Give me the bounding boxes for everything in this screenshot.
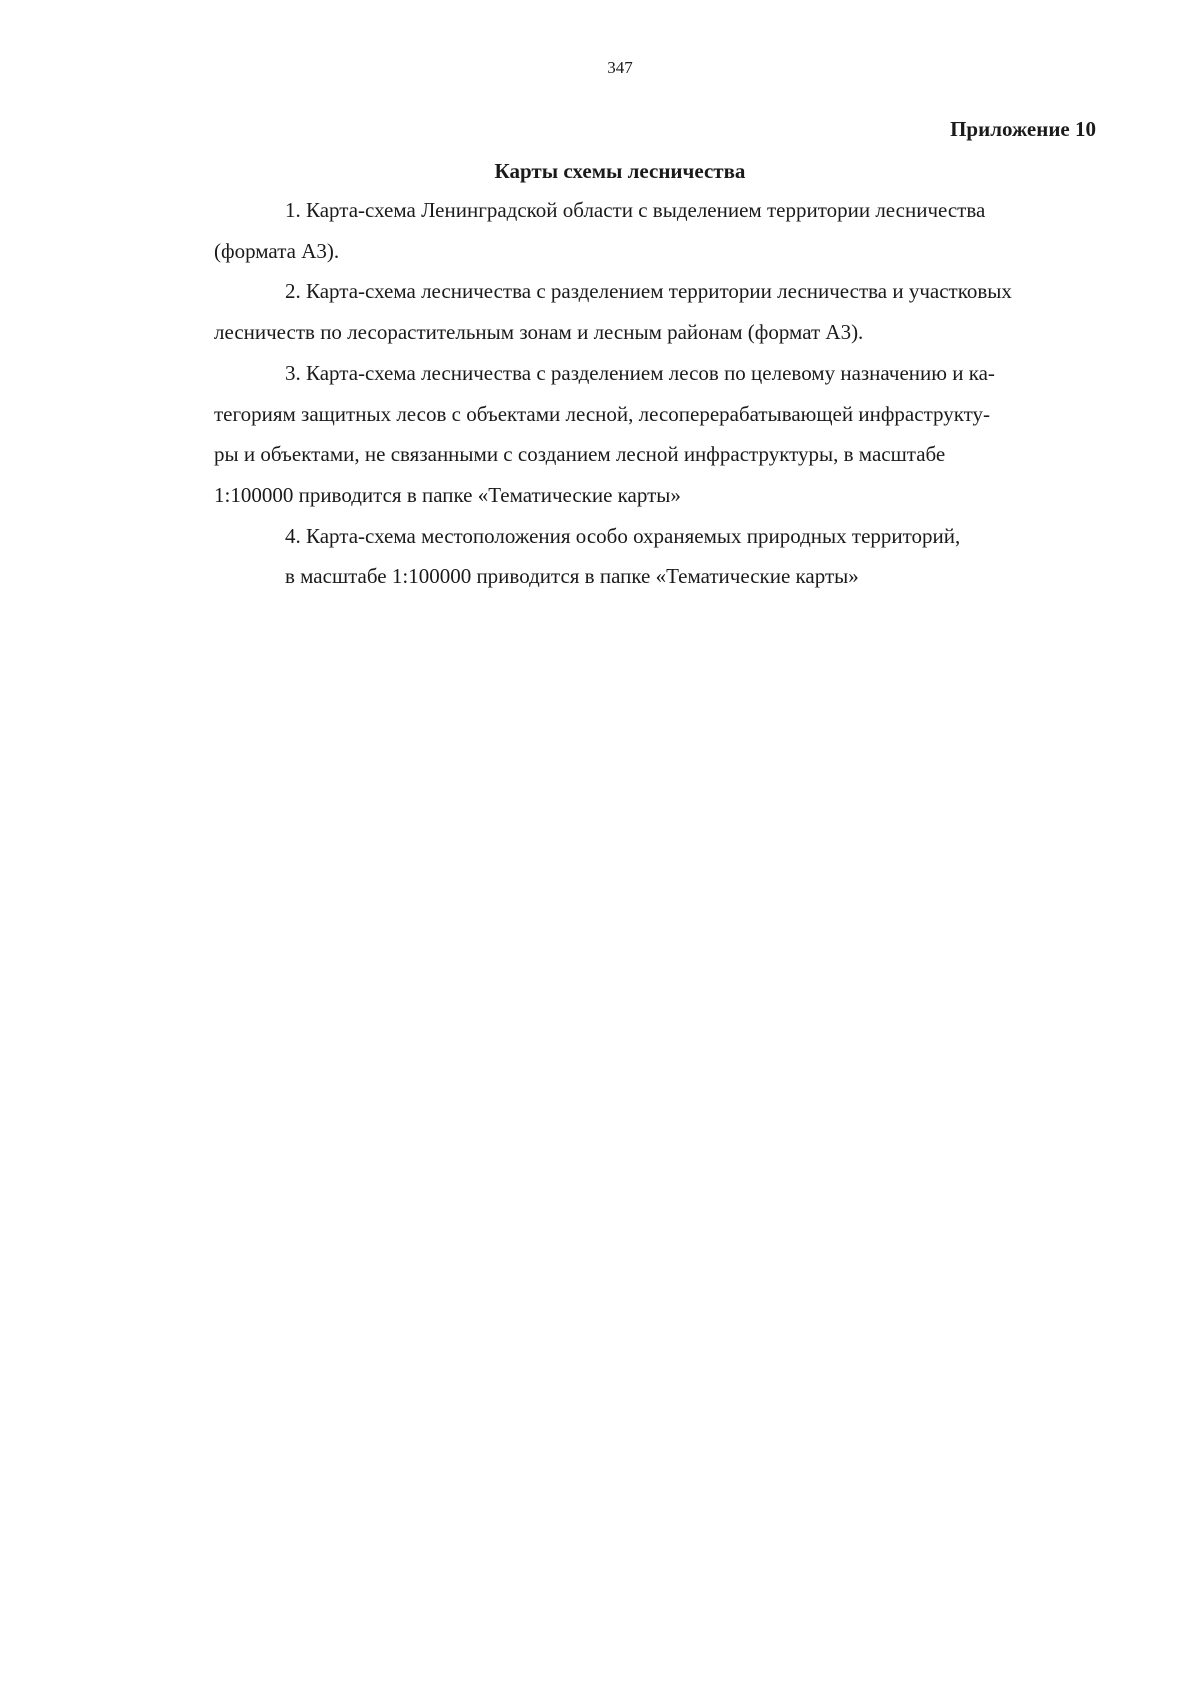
paragraph-1 (143, 190, 1078, 271)
paragraph-line: в масштабе 1:100000 приводится в папке «Тематические карты» (285, 564, 859, 589)
appendix-label: Приложение 10 (950, 117, 1096, 141)
document-title: Карты схемы лесничества (494, 159, 746, 183)
paragraph-line: 1:100000 приводится в папке «Тематические карты» (214, 482, 681, 507)
paragraph-line: 2. Карта-схема лесничества с разделением территории лесничества и участковых (285, 279, 1012, 304)
paragraph-line: тегориям защитных лесов с объектами лесной, лесоперерабатывающей инфраструкту- (214, 401, 991, 426)
paragraph-line: 1. Карта-схема Ленинградской области с выделением территории лесничества (285, 198, 986, 222)
paragraph-line: (формата А3). (214, 238, 340, 263)
document-body (143, 190, 1078, 597)
page-number: 347 (607, 58, 633, 77)
paragraph-line: 3. Карта-схема лесничества с разделением лесов по целевому назначению и ка- (285, 360, 995, 385)
paragraph-2 (143, 271, 1078, 352)
paragraph-line: лесничеств по лесорастительным зонам и лесным районам (формат А3). (214, 320, 864, 345)
paragraph-line: 4. Карта-схема местоположения особо охраняемых природных территорий, (285, 523, 961, 548)
paragraph-line: ры и объектами, не связанными с созданием лесной инфраструктуры, в масштабе (214, 442, 946, 467)
paragraph-3 (143, 353, 1078, 516)
paragraph-4 (143, 516, 1078, 597)
